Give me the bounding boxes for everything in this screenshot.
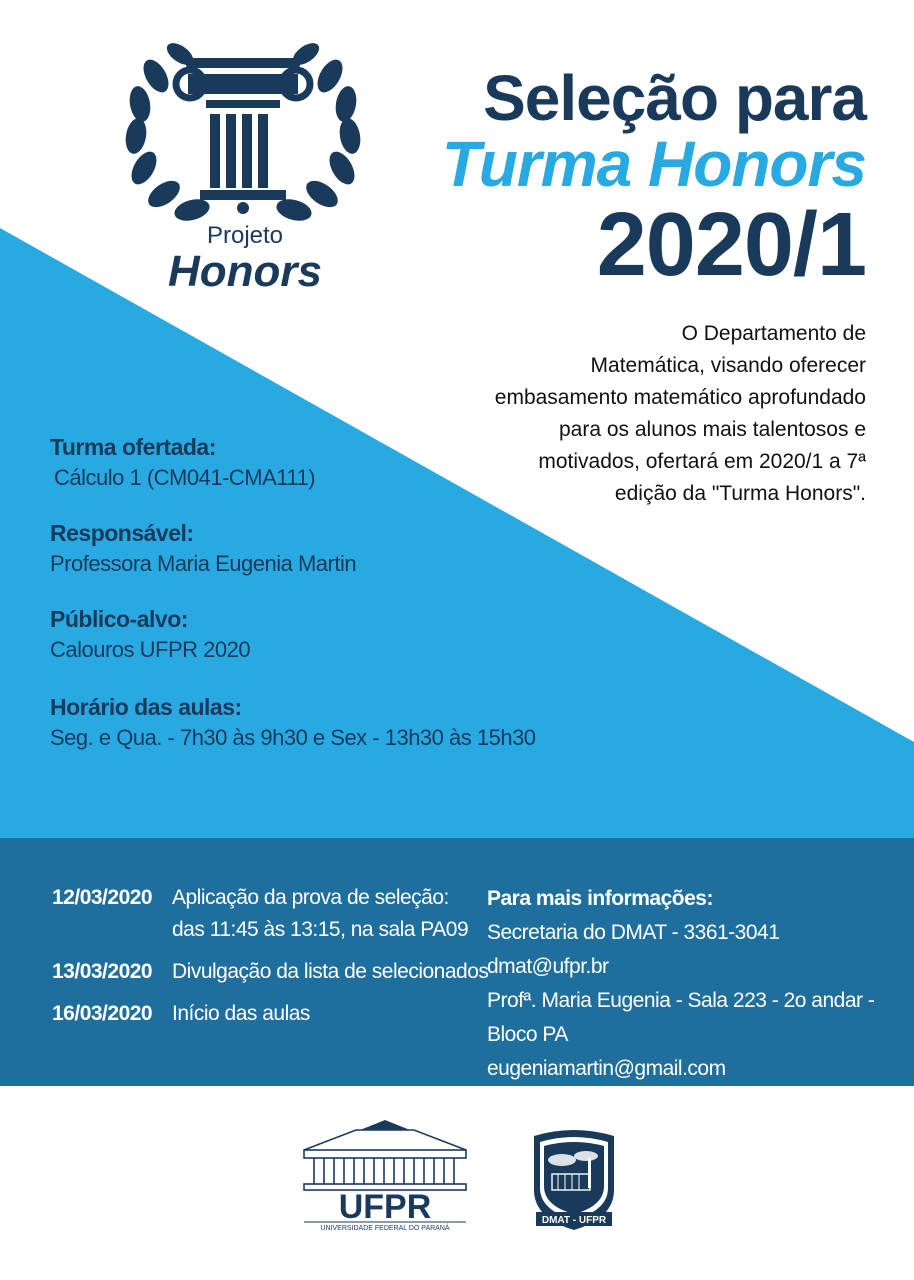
description-line: para os alunos mais talentosos e	[558, 418, 866, 441]
schedule-item	[52, 882, 492, 946]
ufpr-logo	[300, 1120, 470, 1232]
turma-value: Cálculo 1 (CM041-CMA111)	[54, 465, 316, 490]
schedule-event: Divulgação da lista de selecionados	[172, 960, 489, 983]
description-line: edição da "Turma Honors".	[614, 482, 866, 505]
ufpr-logo-subtitle: UNIVERSIDADE FEDERAL DO PARANÁ	[320, 1225, 450, 1232]
publico-label: Público-alvo:	[50, 606, 188, 632]
turma-label: Turma ofertada:	[50, 434, 216, 460]
schedule-date: 16/03/2020	[52, 1002, 153, 1025]
horario-label: Horário das aulas:	[50, 694, 242, 720]
description-line: motivados, ofertará em 2020/1 a 7ª	[538, 450, 866, 473]
schedule-event-line: das 11:45 às 13:15, na sala PA09	[172, 918, 469, 941]
contact-phone: Secretaria do DMAT - 3361-3041	[487, 921, 780, 944]
schedule-event	[172, 882, 492, 946]
dmat-logo	[528, 1128, 620, 1232]
contact-info	[487, 882, 907, 1086]
schedule-item	[52, 998, 492, 1030]
publico-value: Calouros UFPR 2020	[50, 637, 251, 662]
schedule-list	[52, 882, 492, 1040]
description-paragraph	[426, 318, 866, 510]
horario-value: Seg. e Qua. - 7h30 às 9h30 e Sex - 13h30 às 15h30	[50, 725, 536, 750]
laurel-column-icon	[118, 36, 368, 226]
description-line: embasamento matemático aprofundado	[494, 386, 866, 409]
title-line-1: Seleção para	[483, 62, 866, 134]
schedule-date: 13/03/2020	[52, 960, 153, 983]
contact-professor-email-link[interactable]: eugeniamartin@gmail.com	[487, 1057, 726, 1080]
title-line-2: Turma Honors	[441, 128, 866, 200]
turma-block	[50, 432, 315, 494]
responsavel-value: Professora Maria Eugenia Martin	[50, 551, 357, 576]
contact-heading: Para mais informações:	[487, 887, 713, 910]
title-year: 2020/1	[596, 195, 866, 295]
contact-email-link[interactable]: dmat@ufpr.br	[487, 955, 609, 978]
schedule-event-line: Aplicação da prova de seleção:	[172, 886, 449, 909]
description-line: Matemática, visando oferecer	[590, 354, 866, 377]
logo-projeto-text: Projeto	[206, 222, 284, 249]
description-line: O Departamento de	[681, 322, 866, 345]
horario-block	[50, 692, 536, 754]
responsavel-block	[50, 518, 356, 580]
responsavel-label: Responsável:	[50, 520, 194, 546]
contact-professor: Profª. Maria Eugenia - Sala 223 - 2o andar - Bloco PA	[487, 989, 875, 1046]
logo-caption	[150, 224, 340, 294]
logo-honors-text: Honors	[168, 247, 322, 296]
dmat-logo-text: DMAT - UFPR	[541, 1215, 607, 1226]
schedule-event: Início das aulas	[172, 1002, 310, 1025]
schedule-item	[52, 956, 492, 988]
publico-block	[50, 604, 250, 666]
ufpr-logo-text: UFPR	[338, 1188, 432, 1226]
schedule-date: 12/03/2020	[52, 886, 153, 909]
